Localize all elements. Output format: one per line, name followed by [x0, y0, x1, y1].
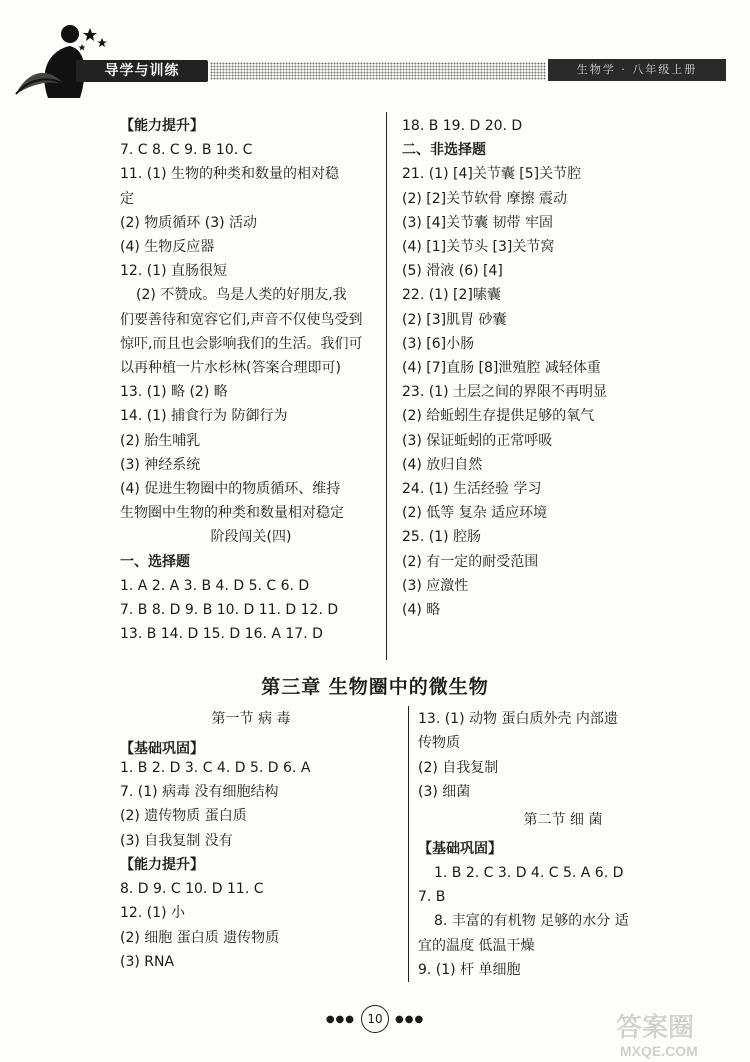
col1-line: 阶段闯关(四) — [210, 529, 292, 546]
col1-line: (4) 促进生物圈中的物质循环、维持 — [120, 481, 341, 497]
col2-line: (2) 给蚯蚓生存提供足够的氧气 — [402, 408, 595, 425]
col1-line: (4) 生物反应器 — [120, 239, 215, 255]
col3-line: 【能力提升】 — [120, 856, 204, 873]
col1-line: 生物圈中生物的种类和数量相对稳定 — [120, 505, 344, 522]
col1-line: (2) 胎生哺乳 — [120, 432, 201, 449]
col1-line: 一、选择题 — [120, 553, 190, 570]
book-subject-tag: 生物学 · 八年级上册 — [548, 59, 726, 81]
watermark-logo — [612, 1008, 740, 1062]
answers-column-lower-right — [418, 707, 708, 987]
col2-line: (5) 滑液 (6) [4] — [402, 263, 503, 280]
col4-line: 8. 丰富的有机物 足够的水分 适 — [434, 913, 629, 930]
col1-line: 12. (1) 直肠很短 — [120, 263, 227, 280]
col4-line: 1. B 2. C 3. D 4. C 5. A 6. D — [434, 864, 624, 881]
col2-line: 二、非选择题 — [402, 142, 486, 159]
col4-line: 宜的温度 低温干燥 — [418, 937, 535, 954]
col2-line: (4) [7]直肠 [8]泄殖腔 减轻体重 — [402, 360, 601, 376]
col3-line: (3) 自我复制 没有 — [120, 832, 233, 849]
col2-line: (2) 有一定的耐受范围 — [402, 553, 539, 570]
col4-line: 9. (1) 杆 单细胞 — [418, 962, 521, 978]
column-divider-upper — [386, 112, 387, 660]
col1-line: 1. A 2. A 3. B 4. D 5. C 6. D — [120, 577, 310, 594]
page-number: 10 — [361, 1005, 389, 1033]
col2-line: 25. (1) 腔肠 — [402, 529, 481, 546]
col4-line: 13. (1) 动物 蛋白质外壳 内部遗 — [418, 711, 618, 727]
col1-line: 11. (1) 生物的种类和数量的相对稳 — [120, 166, 339, 183]
footer-dots-left: ●●● — [325, 1013, 355, 1025]
col2-line: (3) 应激性 — [402, 577, 469, 594]
col3-line: 8. D 9. C 10. D 11. C — [120, 881, 264, 898]
col2-line: 21. (1) [4]关节囊 [5]关节腔 — [402, 166, 582, 183]
watermark-url: MXQE.COM — [620, 1043, 698, 1059]
col1-line: 13. (1) 略 (2) 略 — [120, 384, 228, 401]
col1-line: 【能力提升】 — [120, 118, 204, 134]
col3-line: 7. (1) 病毒 没有细胞结构 — [120, 783, 279, 800]
col4-line: 【基础巩固】 — [418, 840, 502, 857]
col1-line: 定 — [120, 190, 134, 207]
col1-line: (3) 神经系统 — [120, 456, 201, 473]
col4-line: (2) 自我复制 — [418, 759, 499, 776]
col1-line: 7. B 8. D 9. B 10. D 11. D 12. D — [120, 602, 339, 618]
answers-column-upper-left — [120, 114, 382, 662]
col4-line: 传物质 — [418, 735, 460, 752]
header-dotted-band — [210, 62, 546, 80]
col3-line: 12. (1) 小 — [120, 905, 185, 922]
chapter-title: 第三章 生物圈中的微生物 — [261, 676, 489, 698]
col1-line: 13. B 14. D 15. D 16. A 17. D — [120, 626, 323, 643]
col2-line: 18. B 19. D 20. D — [402, 118, 523, 134]
col2-line: (4) 略 — [402, 602, 441, 618]
col2-line: (2) [3]肌胃 砂囊 — [402, 311, 507, 328]
col4-line: 第二节 细 菌 — [523, 812, 603, 829]
col2-line: (2) [2]关节软骨 摩擦 震动 — [402, 190, 568, 207]
footer-dots-right: ●●● — [395, 1013, 425, 1025]
col3-line: 【基础巩固】 — [120, 741, 204, 758]
col3-line: 1. B 2. D 3. C 4. D 5. D 6. A — [120, 759, 311, 776]
col2-line: (3) 保证蚯蚓的正常呼吸 — [402, 432, 553, 449]
col1-line: 以再种植一片水杉林(答案合理即可) — [120, 360, 341, 376]
answers-column-upper-right — [402, 114, 702, 618]
col1-line: 14. (1) 捕食行为 防御行为 — [120, 408, 288, 425]
col2-line: 24. (1) 生活经验 学习 — [402, 481, 542, 497]
series-title: 导学与训练 — [76, 60, 208, 82]
column-divider-lower — [408, 706, 409, 982]
col2-line: 23. (1) 土层之间的界限不再明显 — [402, 384, 607, 401]
col3-line: (2) 细胞 蛋白质 遗传物质 — [120, 929, 280, 946]
page-header — [0, 0, 750, 100]
col1-line: 7. C 8. C 9. B 10. C — [120, 142, 253, 159]
col1-line: 惊吓,而且也会影响我们的生活。我们可 — [120, 335, 363, 352]
col3-line: (3) RNA — [120, 954, 175, 970]
watermark-text: 答案圈 — [616, 1012, 695, 1042]
col4-line: (3) 细菌 — [418, 783, 471, 800]
col4-line: 7. B — [418, 889, 446, 906]
col2-line: (2) 低等 复杂 适应环境 — [402, 505, 548, 522]
col3-line: (2) 遗传物质 蛋白质 — [120, 808, 247, 825]
col2-line: (4) 放归自然 — [402, 456, 483, 473]
col2-line: (3) [4]关节囊 韧带 牢固 — [402, 214, 554, 231]
col1-line: (2) 物质循环 (3) 活动 — [120, 214, 258, 231]
col1-line: (2) 不赞成。鸟是人类的好朋友,我 — [136, 287, 347, 304]
col2-line: (3) [6]小肠 — [402, 335, 475, 352]
col2-line: (4) [1]关节头 [3]关节窝 — [402, 239, 555, 255]
answers-column-lower-left — [120, 707, 382, 987]
col3-line: 第一节 病 毒 — [211, 711, 291, 727]
col2-line: 22. (1) [2]嗉囊 — [402, 287, 501, 304]
col1-line: 们要善待和宽容它们,声音不仅使鸟受到 — [120, 311, 363, 328]
